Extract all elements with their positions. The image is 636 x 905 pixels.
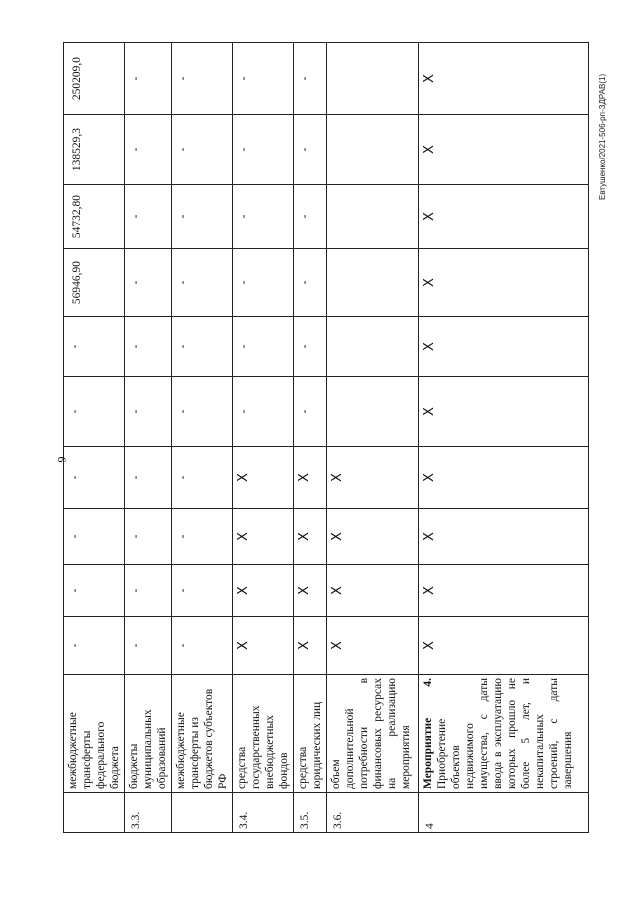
funding-table: [63, 42, 589, 833]
cell: -: [64, 509, 125, 565]
cell: -: [172, 565, 233, 617]
cell: -: [233, 115, 294, 185]
cell: X: [327, 565, 419, 617]
cell: X: [327, 617, 419, 675]
cell: -: [125, 185, 172, 249]
cell: 56946,90: [64, 249, 125, 317]
measure-title: Мероприятие 4.: [422, 678, 434, 789]
table-row: [64, 43, 125, 833]
page-number: 9: [54, 456, 69, 463]
table-row: [294, 43, 327, 833]
cell: X: [294, 447, 327, 509]
cell: X: [233, 617, 294, 675]
cell: -: [233, 249, 294, 317]
cell: -: [172, 617, 233, 675]
cell: -: [64, 447, 125, 509]
cell: -: [64, 565, 125, 617]
cell: X: [294, 617, 327, 675]
cell: -: [233, 43, 294, 115]
cell: -: [125, 447, 172, 509]
cell: -: [172, 249, 233, 317]
cell: -: [125, 565, 172, 617]
cell: -: [172, 115, 233, 185]
cell: -: [294, 185, 327, 249]
rotated-table-sheet: [63, 56, 583, 833]
cell: X: [419, 43, 589, 115]
cell: -: [125, 617, 172, 675]
cell: -: [233, 377, 294, 447]
row-label: бюджеты муниципальных образований: [125, 675, 172, 793]
cell: -: [64, 317, 125, 377]
measure-text: Приобретение объектов недвижимого имущества, с даты ввода в эксплуатацию которых прошло не более 5 лет, и некапитальных строений, с даты завершения: [436, 678, 574, 789]
row-label: средства государственных внебюджетных фондов: [233, 675, 294, 793]
cell: -: [172, 43, 233, 115]
cell: -: [294, 249, 327, 317]
row-label: межбюджетные трансферты федерального бюджета: [64, 675, 125, 793]
cell: X: [419, 317, 589, 377]
cell: X: [419, 115, 589, 185]
cell: X: [233, 565, 294, 617]
row-label: средства юридических лиц: [294, 675, 327, 793]
cell: -: [294, 43, 327, 115]
cell: -: [233, 317, 294, 377]
cell: 138529,3: [64, 115, 125, 185]
cell: [327, 185, 419, 249]
row-number: 3.5.: [294, 793, 327, 833]
row-number: [172, 793, 233, 833]
cell: [327, 377, 419, 447]
cell: -: [172, 317, 233, 377]
cell: [327, 115, 419, 185]
cell: X: [419, 447, 589, 509]
cell: 250209,0: [64, 43, 125, 115]
cell: -: [294, 115, 327, 185]
row-label: межбюджетные трансферты из бюджетов субъектов РФ: [172, 675, 233, 793]
table-row: [419, 43, 589, 833]
cell: -: [125, 249, 172, 317]
cell: -: [64, 377, 125, 447]
cell: X: [419, 509, 589, 565]
cell: -: [172, 377, 233, 447]
cell: X: [419, 185, 589, 249]
row-number: 3.3.: [125, 793, 172, 833]
cell: 54732,80: [64, 185, 125, 249]
cell: -: [125, 509, 172, 565]
cell: X: [327, 509, 419, 565]
cell: -: [172, 447, 233, 509]
table-row: [233, 43, 294, 833]
cell: [327, 249, 419, 317]
table-row: [172, 43, 233, 833]
cell: -: [64, 617, 125, 675]
cell: X: [294, 565, 327, 617]
cell: [327, 317, 419, 377]
table-row: [327, 43, 419, 833]
cell: [327, 43, 419, 115]
cell: -: [294, 377, 327, 447]
document-id: Евтушенко/2021-506-рп-ЗДРАВ(1): [598, 73, 607, 200]
cell: X: [233, 509, 294, 565]
row-number: [64, 793, 125, 833]
row-label: [419, 675, 589, 793]
table-row: [125, 43, 172, 833]
row-number: 4: [419, 793, 589, 833]
cell: X: [233, 447, 294, 509]
cell: -: [125, 115, 172, 185]
cell: X: [294, 509, 327, 565]
row-label: объем дополнительной потребности в финансовых ресурсах на реализацию мероприятия: [327, 675, 419, 793]
cell: -: [294, 317, 327, 377]
cell: -: [233, 185, 294, 249]
cell: -: [125, 317, 172, 377]
row-number: 3.6.: [327, 793, 419, 833]
cell: -: [125, 377, 172, 447]
cell: -: [172, 185, 233, 249]
cell: X: [419, 377, 589, 447]
row-number: 3.4.: [233, 793, 294, 833]
cell: X: [327, 447, 419, 509]
cell: X: [419, 617, 589, 675]
cell: X: [419, 249, 589, 317]
cell: -: [125, 43, 172, 115]
cell: -: [172, 509, 233, 565]
cell: X: [419, 565, 589, 617]
